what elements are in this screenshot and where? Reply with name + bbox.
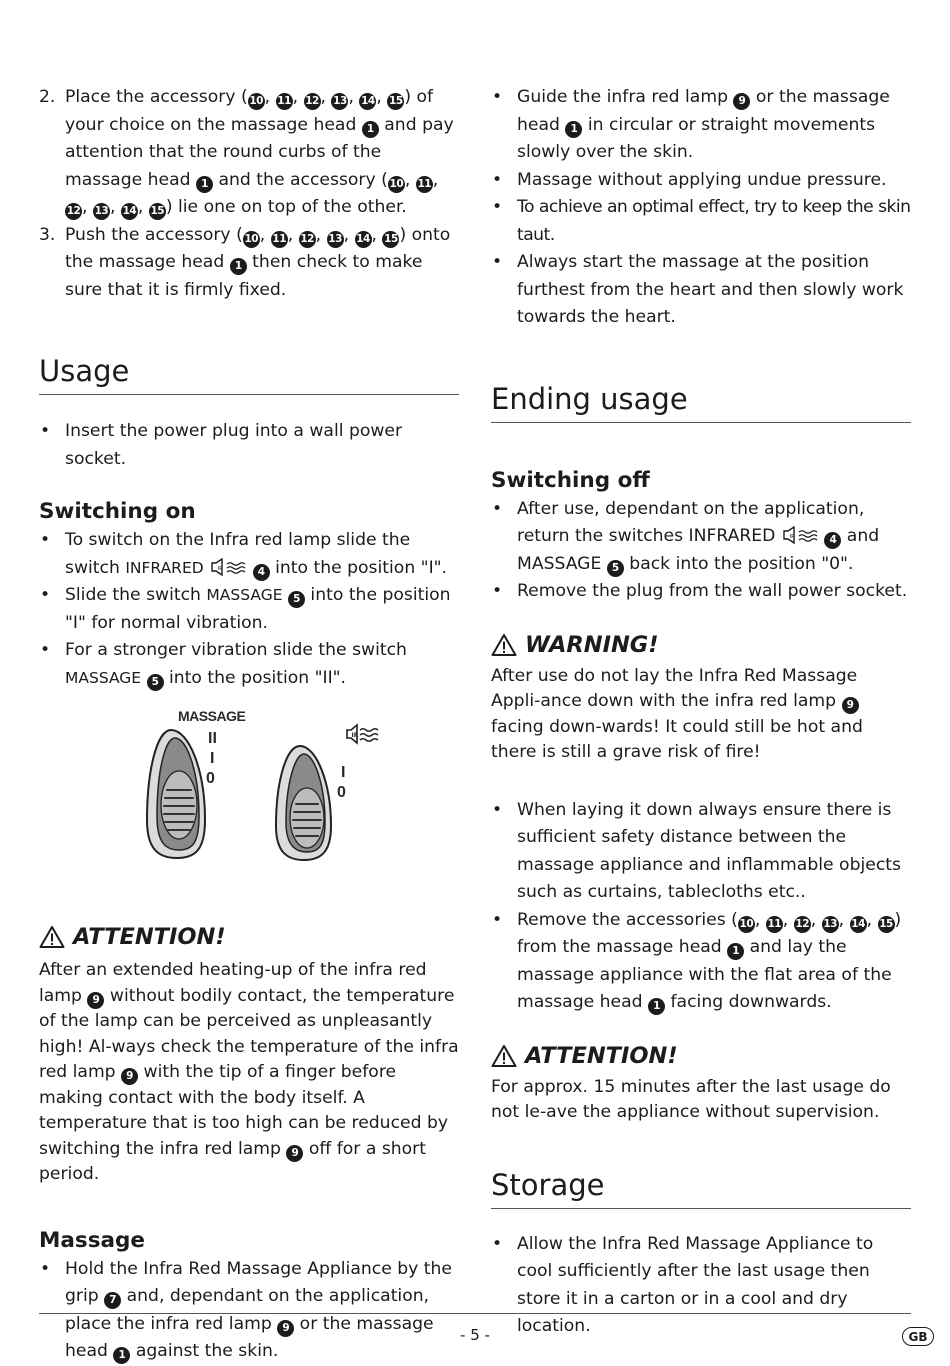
part-1-badge: 1: [113, 1347, 130, 1364]
part-13-badge: 13: [822, 916, 839, 933]
part-1-badge: 1: [362, 121, 379, 138]
massage-pos-i: I: [210, 750, 215, 767]
list-item: • Always start the massage at the position furthest from the heart and then slowly work towards the heart.: [491, 249, 911, 332]
switching-off-list: [491, 496, 911, 606]
part-14-badge: 14: [121, 203, 138, 220]
part-1-badge: 1: [727, 943, 744, 960]
ending-usage-heading: Ending usage: [491, 380, 911, 423]
part-14-badge: 14: [359, 93, 376, 110]
list-item: • Massage without applying undue pressure.: [491, 167, 911, 195]
switching-off-heading: Switching off: [491, 467, 650, 493]
infrared-pos-0: 0: [337, 784, 346, 801]
list-item: • Hold the Infra Red Massage Appliance by the grip 7 and, dependant on the application, place the infra red lamp 9 or the massage head 1 against the skin.: [39, 1256, 459, 1366]
right-column: [491, 84, 911, 1341]
part-13-badge: 13: [327, 231, 344, 248]
language-badge: GB: [902, 1327, 934, 1346]
part-13-badge: 13: [331, 93, 348, 110]
part-11-badge: 11: [416, 176, 433, 193]
switch-illustration: [139, 710, 379, 880]
part-12-badge: 12: [304, 93, 321, 110]
part-4-badge: 4: [824, 532, 841, 549]
left-column: [39, 84, 459, 1366]
infrared-slide-switch: [276, 725, 378, 860]
part-10-badge: 10: [243, 231, 260, 248]
part-1-badge: 1: [565, 121, 582, 138]
list-item: • Remove the plug from the wall power socket.: [491, 578, 911, 606]
switching-on-list: [39, 527, 459, 692]
attention-label: ATTENTION!: [525, 1042, 678, 1069]
massage-switch-label: MASSAGE: [178, 708, 246, 724]
step-2: 2. Place the accessory ( 10, 11, 12, 13, 14, 15) of your choice on the massage head 1 and pay attention that the round curbs of the massage head 1 and the accessory ( 10, 11, 12, 13, 14, 15) lie one on top of the other.: [39, 84, 459, 222]
list-item: • For a stronger vibration slide the switch MASSAGE 5 into the position "II".: [39, 637, 459, 692]
warning-label: WARNING!: [525, 631, 659, 658]
part-13-badge: 13: [93, 203, 110, 220]
attention-text: For approx. 15 minutes after the last usage do not le-ave the appliance without supervision.: [491, 1076, 891, 1122]
usage-heading: Usage: [39, 352, 459, 395]
page-number: - 5 -: [460, 1326, 490, 1344]
attention-text: After an extended heating-up of the infra red lamp 9 without bodily contact, the temperature of the lamp can be perceived as unpleasantly high! Al-ways check the temperature of the infra red lamp 9 with the tip of a finger before making contact with the body itself. A temperature that is too high can be reduced by switching the infra red lamp 9 off for a short period.: [39, 960, 459, 1184]
part-15-badge: 15: [878, 916, 895, 933]
warning-text: After use do not lay the Infra Red Massage Appli-ance down with the infra red lamp 9 facing down-wards! It could still be hot and there is still a grave risk of fire!: [491, 665, 863, 762]
massage-heading: Massage: [39, 1227, 145, 1253]
part-10-badge: 10: [248, 93, 265, 110]
part-15-badge: 15: [387, 93, 404, 110]
part-9-badge: 9: [733, 93, 750, 110]
assembly-steps: [39, 84, 459, 304]
storage-list: [491, 1231, 911, 1341]
warning-triangle-icon: [491, 1044, 517, 1068]
list-item: • Allow the Infra Red Massage Appliance to cool sufficiently after the last usage then store it in a carton or in a cool and dry location.: [491, 1231, 911, 1341]
part-11-badge: 11: [276, 93, 293, 110]
list-item: • Insert the power plug into a wall power socket.: [39, 418, 459, 473]
storage-heading: Storage: [491, 1166, 911, 1209]
svg-text:IR: IR: [217, 565, 224, 572]
list-item: • After use, dependant on the application, return the switches INFRARED IR 4 and MASSAGE 5 back into the position "0".: [491, 496, 911, 579]
part-12-badge: 12: [65, 203, 82, 220]
part-9-badge: 9: [842, 697, 859, 714]
attention-label: ATTENTION!: [73, 924, 226, 950]
attention-heading: [39, 922, 459, 952]
part-5-badge: 5: [607, 560, 624, 577]
part-14-badge: 14: [850, 916, 867, 933]
list-item: • To achieve an optimal effect, try to keep the skin taut.: [491, 194, 911, 249]
infrared-heat-icon: [209, 558, 247, 576]
massage-list: [39, 1256, 459, 1366]
infrared-pos-i: I: [341, 764, 346, 781]
attention-heading: [491, 1041, 911, 1071]
part-11-badge: 11: [271, 231, 288, 248]
massage-pos-ii: II: [208, 730, 217, 747]
switching-on-heading: Switching on: [39, 499, 196, 524]
part-9-badge: 9: [277, 1320, 294, 1337]
part-14-badge: 14: [355, 231, 372, 248]
part-5-badge: 5: [147, 674, 164, 691]
svg-text:IR: IR: [789, 534, 795, 540]
warning-triangle-icon: [491, 633, 517, 657]
part-9-badge: 9: [87, 992, 104, 1009]
warning-triangle-icon: [39, 925, 65, 949]
warning-heading: [491, 630, 911, 660]
part-15-badge: 15: [382, 231, 399, 248]
list-item: • Guide the infra red lamp 9 or the massage head 1 in circular or straight movements slowly over the skin.: [491, 84, 911, 167]
part-10-badge: 10: [738, 916, 755, 933]
laying-down-list: [491, 797, 911, 1017]
part-1-badge: 1: [230, 258, 247, 275]
list-item: • Remove the accessories ( 10, 11, 12, 13, 14, 15) from the massage head 1 and lay the massage appliance with the flat area of the massage head 1 facing downwards.: [491, 907, 911, 1017]
part-7-badge: 7: [104, 1292, 121, 1309]
list-item: • Slide the switch MASSAGE 5 into the position "I" for normal vibration.: [39, 582, 459, 637]
part-15-badge: 15: [149, 203, 166, 220]
list-item: • To switch on the Infra red lamp slide the switch INFRARED IR 4 into the position "I".: [39, 527, 459, 582]
part-12-badge: 12: [299, 231, 316, 248]
part-12-badge: 12: [794, 916, 811, 933]
infrared-heat-icon: [781, 526, 819, 544]
list-item: • When laying it down always ensure there is sufficient safety distance between the massage appliance and inflammable objects such as curtains, tablecloths etc..: [491, 797, 911, 907]
part-5-badge: 5: [288, 591, 305, 608]
usage-list: [39, 418, 459, 473]
svg-text:IR: IR: [351, 732, 359, 739]
footer-divider: [39, 1313, 911, 1314]
massage-slide-switch: [147, 730, 205, 858]
part-1-badge: 1: [196, 176, 213, 193]
massage-continued-list: [491, 84, 911, 332]
part-1-badge: 1: [648, 998, 665, 1015]
part-4-badge: 4: [253, 564, 270, 581]
part-9-badge: 9: [286, 1145, 303, 1162]
part-10-badge: 10: [388, 176, 405, 193]
step-3: 3. Push the accessory ( 10, 11, 12, 13, 14, 15) onto the massage head 1 then check to make sure that it is firmly fixed.: [39, 224, 451, 300]
part-9-badge: 9: [121, 1068, 138, 1085]
part-11-badge: 11: [766, 916, 783, 933]
massage-pos-0: 0: [206, 770, 215, 787]
